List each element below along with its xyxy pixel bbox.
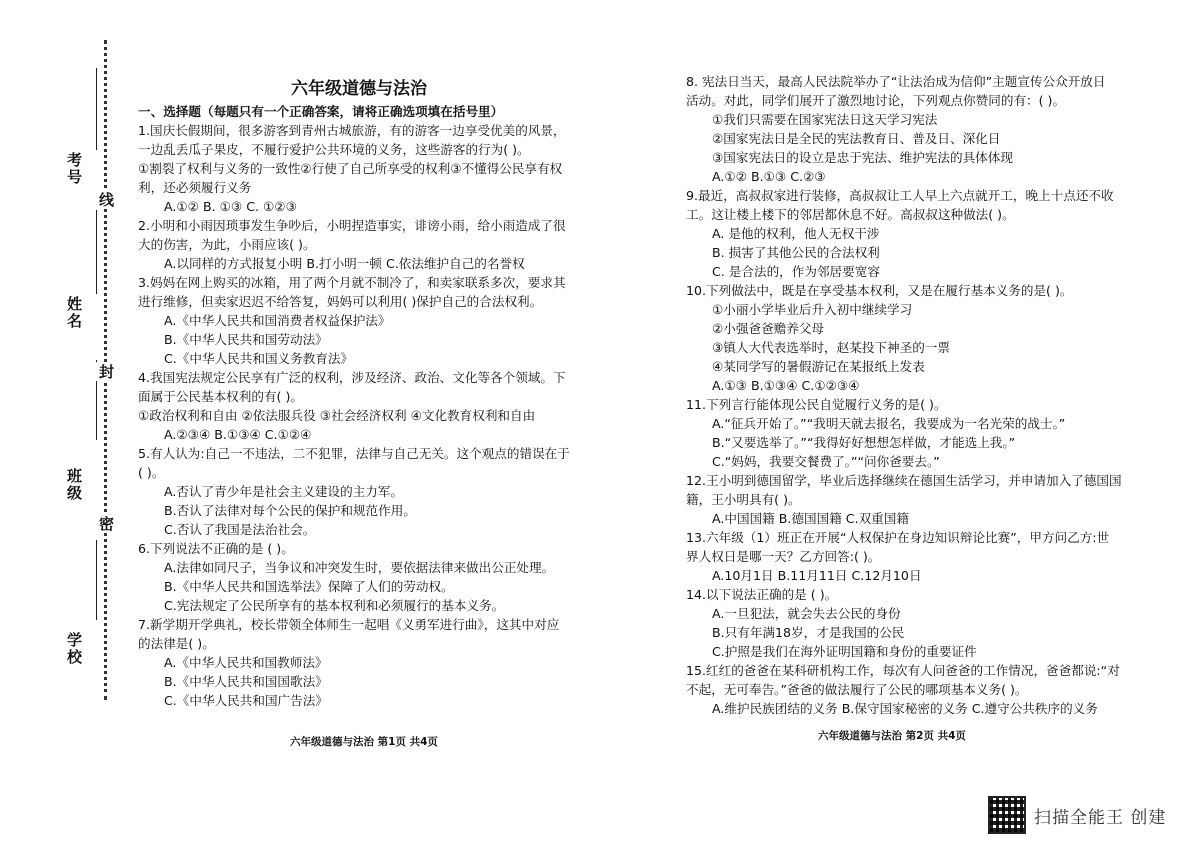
answer-options: A.维护民族团结的义务 B.保守国家秘密的义务 C.遵守公共秩序的义务	[712, 701, 1098, 716]
question-text-line: ( )。	[138, 465, 165, 480]
question-text-line: 5.有人认为:自己一不违法，二不犯罪，法律与自己无关。这个观点的错误在于	[138, 446, 570, 461]
answer-option: A.①② B.①③ C.②③	[712, 169, 826, 184]
question-text-line: 大的伤害，为此，小雨应该( )。	[138, 237, 316, 252]
page-1-column	[138, 78, 580, 710]
question-text-line: 10.下列做法中，既是在享受基本权利，又是在履行基本义务的是( )。	[686, 283, 1073, 298]
question-14	[686, 585, 1162, 661]
question-text-line: 的法律是( )。	[138, 636, 215, 651]
answer-option: A.《中华人民共和国消费者权益保护法》	[164, 313, 391, 328]
answer-option: A.①③ B.①③④ C.①②③④	[712, 378, 860, 393]
answer-option: A.一旦犯法，就会失去公民的身份	[712, 606, 901, 621]
question-12	[686, 471, 1162, 528]
page-1-questions	[138, 121, 580, 710]
answer-option: B.《中华人民共和国选举法》保障了人们的劳动权。	[164, 579, 454, 594]
answer-option: C.护照是我们在海外证明国籍和身份的重要证件	[712, 644, 977, 659]
question-text-line: 籍，王小明具有( )。	[686, 492, 801, 507]
answer-option: B.《中华人民共和国国歌法》	[164, 674, 328, 689]
question-6	[138, 539, 580, 615]
answer-option: ①小丽小学毕业后升入初中继续学习	[712, 302, 913, 317]
name-label: 姓名	[65, 296, 83, 330]
page-2-questions	[686, 72, 1162, 718]
exam-no-line	[96, 68, 97, 150]
question-text-line: ①割裂了权利与义务的一致性②行使了自己所享受的权利③不懂得公民享有权	[138, 161, 563, 176]
question-text-line: 7.新学期开学典礼，校长带领全体师生一起唱《义勇军进行曲》，这其中对应	[138, 617, 560, 632]
question-11	[686, 395, 1162, 471]
answer-option: A.否认了青少年是社会主义建设的主力军。	[164, 484, 404, 499]
question-text-line: ①政治权利和自由 ②依法服兵役 ③社会经济权利 ④文化教育权利和自由	[138, 408, 536, 423]
answer-option: B.否认了法律对每个公民的保护和规范作用。	[164, 503, 416, 518]
question-text-line: 11.下列言行能体现公民自觉履行义务的是( )。	[686, 397, 947, 412]
page-1-footer: 六年级道德与法治 第1页 共4页	[290, 736, 438, 748]
answer-option: B.《中华人民共和国劳动法》	[164, 332, 328, 347]
question-text-line: 不起，无可奉告。”爸爸的做法履行了公民的哪项基本义务( )。	[686, 682, 1028, 697]
question-8	[686, 72, 1162, 186]
question-4	[138, 368, 580, 444]
seal-char-mi: 密	[97, 516, 115, 531]
answer-option: C. 是合法的，作为邻居要宽容	[712, 264, 880, 279]
answer-option: A. 是他的权利，他人无权干涉	[712, 226, 880, 241]
question-text-line: 4.我国宪法规定公民享有广泛的权利，涉及经济、政治、文化等各个领域。下	[138, 370, 566, 385]
answer-option: C.否认了我国是法治社会。	[164, 522, 316, 537]
answer-options: A.10月1日 B.11月11日 C.12月10日	[712, 568, 922, 583]
seal-char-feng: 封	[97, 364, 115, 379]
section-heading: 一、选择题（每题只有一个正确答案，请将正确选项填在括号里）	[138, 104, 504, 119]
question-9	[686, 186, 1162, 281]
question-1	[138, 121, 580, 216]
answer-option: ④某同学写的暑假游记在某报纸上发表	[712, 359, 925, 374]
question-text-line: 1.国庆长假期间，很多游客到青州古城旅游，有的游客一边享受优美的风景，	[138, 123, 566, 138]
question-text-line: 8. 宪法日当天，最高人民法院举办了“让法治成为信仰”主题宣传公众开放日	[686, 74, 1106, 89]
page-2-column	[686, 72, 1162, 718]
question-text-line: 12.王小明到德国留学，毕业后选择继续在德国生活学习，并申请加入了德国国	[686, 473, 1122, 488]
question-text-line: 14.以下说法正确的是 ( )。	[686, 587, 838, 602]
exam-no-label: 考号	[65, 152, 83, 186]
question-7	[138, 615, 580, 710]
qr-code-icon	[988, 796, 1026, 834]
question-text-line: 3.妈妈在网上购买的冰箱，用了两个月就不制冷了，和卖家联系多次，要求其	[138, 275, 566, 290]
question-text-line: 9.最近，高叔叔家进行装修，高叔叔让工人早上六点就开工，晚上十点还不收	[686, 188, 1114, 203]
name-line	[96, 210, 97, 294]
question-10	[686, 281, 1162, 395]
page-2-footer: 六年级道德与法治 第2页 共4页	[818, 730, 966, 742]
answer-options: A.①② B. ①③ C. ①②③	[164, 199, 297, 214]
answer-option: ③镇人大代表选举时，赵某投下神圣的一票	[712, 340, 950, 355]
answer-options: A.以同样的方式报复小明 B.打小明一顿 C.依法维护自己的名誉权	[164, 256, 525, 271]
answer-option: A.“征兵开始了。”“我明天就去报名，我要成为一名光荣的战士。”	[712, 416, 1066, 431]
question-text-line: 一边乱丢瓜子果皮，不履行爱护公共环境的义务，这些游客的行为( )。	[138, 142, 530, 157]
page-title: 六年级道德与法治	[291, 79, 427, 99]
scanner-watermark	[988, 796, 1166, 834]
question-3	[138, 273, 580, 368]
watermark-text: 扫描全能王 创建	[1034, 807, 1167, 828]
school-label: 学校	[65, 632, 83, 666]
question-text-line: 6.下列说法不正确的是 ( )。	[138, 541, 294, 556]
answer-option: A.法律如同尺子，当争议和冲突发生时，要依据法律来做出公正处理。	[164, 560, 555, 575]
answer-options: A.②③④ B.①③④ C.①②④	[164, 427, 312, 442]
question-text-line: 2.小明和小雨因琐事发生争吵后，小明捏造事实，诽谤小雨，给小雨造成了很	[138, 218, 566, 233]
answer-option: C.宪法规定了公民所享有的基本权利和必须履行的基本义务。	[164, 598, 505, 613]
question-text-line: 活动。对此，同学们展开了激烈地讨论，下列观点你赞同的有：( )。	[686, 93, 1066, 108]
school-line	[96, 540, 97, 620]
answer-option: ③国家宪法日的设立是忠于宪法、维护宪法的具体体现	[712, 150, 1013, 165]
question-13	[686, 528, 1162, 585]
answer-option: B.只有年满18岁，才是我国的公民	[712, 625, 905, 640]
question-text-line: 13.六年级（1）班正在开展“人权保护在身边知识辩论比赛”，甲方问乙方:世	[686, 530, 1110, 545]
binding-strip	[60, 40, 130, 700]
question-text-line: 面属于公民基本权利的有( )。	[138, 389, 303, 404]
answer-option: B. 损害了其他公民的合法权利	[712, 245, 880, 260]
answer-option: B.“又要选举了。”“我得好好想想怎样做，才能选上我。”	[712, 435, 1016, 450]
question-text-line: 15.红红的爸爸在某科研机构工作，每次有人问爸爸的工作情况，爸爸都说:“对	[686, 663, 1120, 678]
seal-char-xian: 线	[97, 192, 115, 207]
answer-option: ②小强爸爸赡养父母	[712, 321, 825, 336]
question-2	[138, 216, 580, 273]
question-text-line: 界人权日是哪一天？乙方回答:( )。	[686, 549, 881, 564]
question-text-line: 工。这让楼上楼下的邻居都休息不好。高叔叔这种做法( )。	[686, 207, 1015, 222]
answer-option: C.“妈妈，我要交餐费了。”“问你爸要去。”	[712, 454, 940, 469]
answer-option: A.《中华人民共和国教师法》	[164, 655, 328, 670]
question-5	[138, 444, 580, 539]
question-text-line: 进行维修，但卖家迟迟不给答复，妈妈可以利用( )保护自己的合法权利。	[138, 294, 543, 309]
answer-options: A.中国国籍 B.德国国籍 C.双重国籍	[712, 511, 909, 526]
answer-option: C.《中华人民共和国义务教育法》	[164, 351, 354, 366]
question-15	[686, 661, 1162, 718]
class-label: 班级	[65, 468, 83, 502]
answer-option: ①我们只需要在国家宪法日这天学习宪法	[712, 112, 938, 127]
question-text-line: 利，还必须履行义务	[138, 180, 252, 195]
answer-option: C.《中华人民共和国广告法》	[164, 693, 328, 708]
answer-option: ②国家宪法日是全民的宪法教育日、普及日、深化日	[712, 131, 1001, 146]
